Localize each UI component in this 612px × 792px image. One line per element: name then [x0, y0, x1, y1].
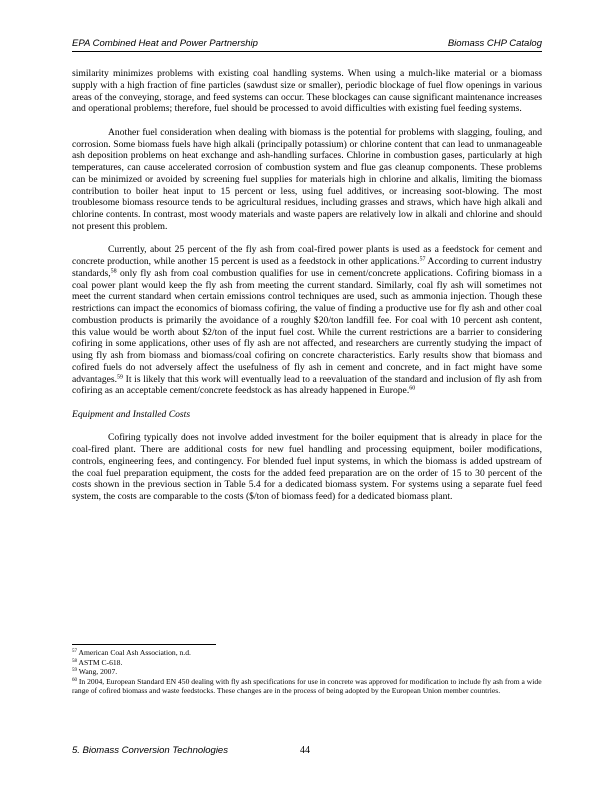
header-catalog-name: Biomass CHP Catalog: [447, 38, 542, 49]
fly-ash-text-4: It is likely that this work will eventually lead to a reevaluation of the standard and inclusion of fly ash from cofiring as an acceptable cement/concrete feedstock as has already happened in Europe.: [72, 373, 542, 397]
fly-ash-text-3: only fly ash from coal combustion qualifies for use in cement/concrete applications. Cofiring biomass in a coal power plant would keep the fly ash from meeting the current standard. Similarly, coal fly ash will sometimes not meet the current standard when certain emissions control techniques are used, such as ammonia injection. Though these restrictions can impact the economics of biomass cofiring, the value of finding a productive use for fly ash and other coal combustion products is primarily the avoidance of a roughly $20/ton landfill fee. For coal with 10 percent ash content, this value would be worth about $2/ton of the input fuel cost. While the current restrictions are a barrier to considering cofiring in some applications, other uses of fly ash are not affected, and researchers are currently studying the impact of using fly ash from biomass and biomass/coal cofiring on concrete characteristics. Early results show that biomass and cofired fuels do not adversely affect the usefulness of fly ash in cement and concrete, and in fact might have some advantages.: [72, 267, 542, 385]
footnote-ref-57[interactable]: 57: [419, 256, 426, 263]
footnote-text: Wang, 2007.: [77, 667, 118, 677]
footnote-text: In 2004, European Standard EN 450 dealing with fly ash specifications for use in concrete was approved for modification to include fly ash from a wide range of cofired biomass and waste feedstocks. These changes are in the process of being adopted by the European Union member countries.: [72, 676, 542, 696]
footnote-57: [72, 648, 542, 658]
footnote-58: [72, 658, 542, 668]
footnote-59: [72, 667, 542, 677]
footnote-number: 57: [72, 649, 77, 654]
page-number: 44: [300, 745, 310, 756]
footnote-text: American Coal Ash Association, n.d.: [77, 648, 191, 657]
page-header: [72, 38, 542, 52]
footer-section: 5. Biomass Conversion Technologies: [72, 745, 228, 756]
footnote-60: [72, 677, 542, 696]
header-rule: [72, 51, 542, 52]
footnote-ref-60[interactable]: 60: [409, 385, 416, 392]
footnote-number: 58: [72, 658, 77, 664]
footnote-ref-59[interactable]: 59: [117, 374, 124, 380]
footnotes: [72, 648, 542, 696]
body-text: [72, 68, 542, 515]
fly-ash-text-1: Currently, about 25 percent of the fly ash from coal-fired power plants is used as a feedstock for cement and concrete production, while another 15 percent is used as a feedstock in other applications.: [72, 244, 542, 267]
paragraph-fuel-handling: similarity minimizes problems with existing coal handling systems. When using a mulch-like material or a biomass supply with a high fraction of fine particles (sawdust size or smaller), periodic blockage of fuel flow openings in various areas of the conveying, storage, and feed systems can occur. These blockages can cause significant maintenance increases and operational problems; therefore, fuel should be processed to avoid difficulties with existing fuel feeding systems.: [72, 68, 542, 115]
header-title: EPA Combined Heat and Power Partnership: [72, 38, 258, 49]
footnote-text: ASTM C-618.: [77, 657, 123, 667]
page-footer: [72, 745, 542, 759]
paragraph-fly-ash: [72, 244, 542, 397]
footnote-ref-58[interactable]: 58: [110, 268, 117, 275]
footnote-number: 59: [72, 668, 77, 674]
footnote-separator: [72, 644, 216, 645]
section-heading: Equipment and Installed Costs: [72, 408, 191, 420]
paragraph-slagging-fouling: Another fuel consideration when dealing with biomass is the potential for problems with slagging, fouling, and corrosion. Some biomass fuels have high alkali (principally potassium) or chlorine content that can lead to unmanageable ash deposition problems on heat exchange and ash-handling surfaces. Chlorine in combustion gases, particularly at high temperatures, can cause accelerated corrosion of combustion system and flue gas cleanup components. These problems can be minimized or avoided by screening fuel supplies for materials high in chlorine and alkalis, limiting the biomass contribution to boiler heat input to 15 percent or less, using fuel additives, or increasing soot-blowing. The most troublesome biomass resource tends to be agricultural residues, including grasses and straws, which have high alkali and chlorine contents. In contrast, most woody materials and waste papers are relatively low in alkali and chlorine and should not present this problem.: [72, 126, 542, 232]
paragraph-costs: Cofiring typically does not involve added investment for the boiler equipment that is already in place for the coal-fired plant. There are additional costs for new fuel handling and processing equipment, boiler modifications, controls, engineering fees, and contingency. For blended fuel input systems, in which the biomass is added upstream of the coal fuel preparation equipment, the costs for the added feed preparation are on the order of 15 to 30 percent of the costs shown in the previous section in Table 5.4 for a dedicated biomass system. For systems using a separate fuel feed system, the costs are comparable to the costs ($/ton of biomass feed) for a dedicated biomass plant.: [72, 432, 542, 502]
footnote-number: 60: [72, 677, 77, 683]
fly-ash-text-2: According to current industry standards,: [72, 256, 542, 279]
